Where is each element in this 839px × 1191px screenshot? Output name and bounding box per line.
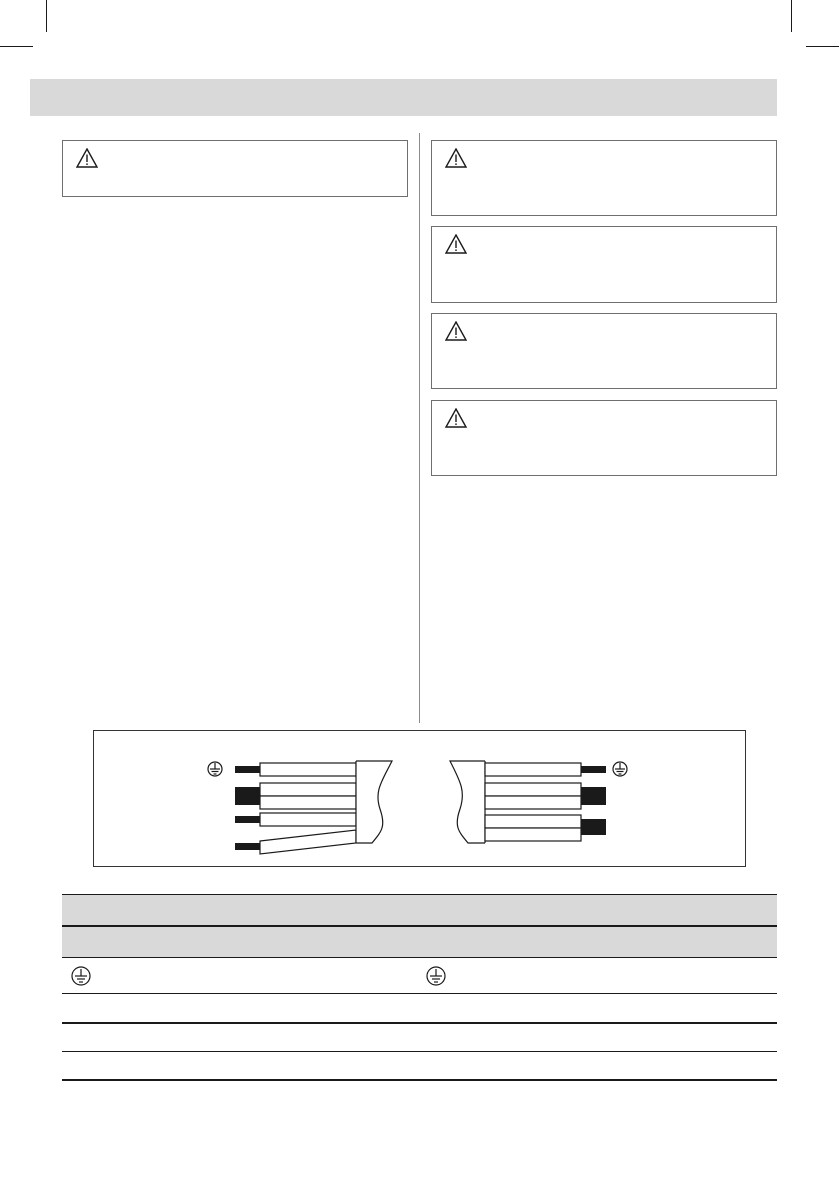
warning-triangle-icon [445, 234, 467, 254]
table-row [62, 1024, 777, 1051]
protective-earth-icon [70, 965, 92, 987]
warning-triangle-icon [445, 148, 467, 168]
table-row [62, 1052, 777, 1079]
warning-triangle-icon [445, 408, 467, 428]
table-row [62, 958, 777, 993]
protective-earth-icon [613, 762, 627, 776]
table-row [62, 994, 777, 1022]
warning-box-right-4 [431, 400, 777, 476]
section-header-bar [30, 79, 777, 116]
right-cable [450, 761, 627, 843]
warning-box-left-1 [62, 140, 408, 197]
warning-triangle-icon [445, 321, 467, 341]
warning-box-right-2 [431, 226, 777, 303]
left-cable [208, 761, 392, 854]
warning-triangle-icon [76, 148, 98, 168]
table-header-row [62, 927, 777, 957]
table-rule [62, 1079, 777, 1081]
table-header-row [62, 895, 777, 925]
wiring-diagram [93, 730, 746, 867]
warning-box-right-1 [431, 140, 777, 216]
column-divider [419, 133, 420, 723]
protective-earth-icon [425, 965, 447, 987]
protective-earth-icon [208, 762, 222, 776]
warning-box-right-3 [431, 313, 777, 389]
